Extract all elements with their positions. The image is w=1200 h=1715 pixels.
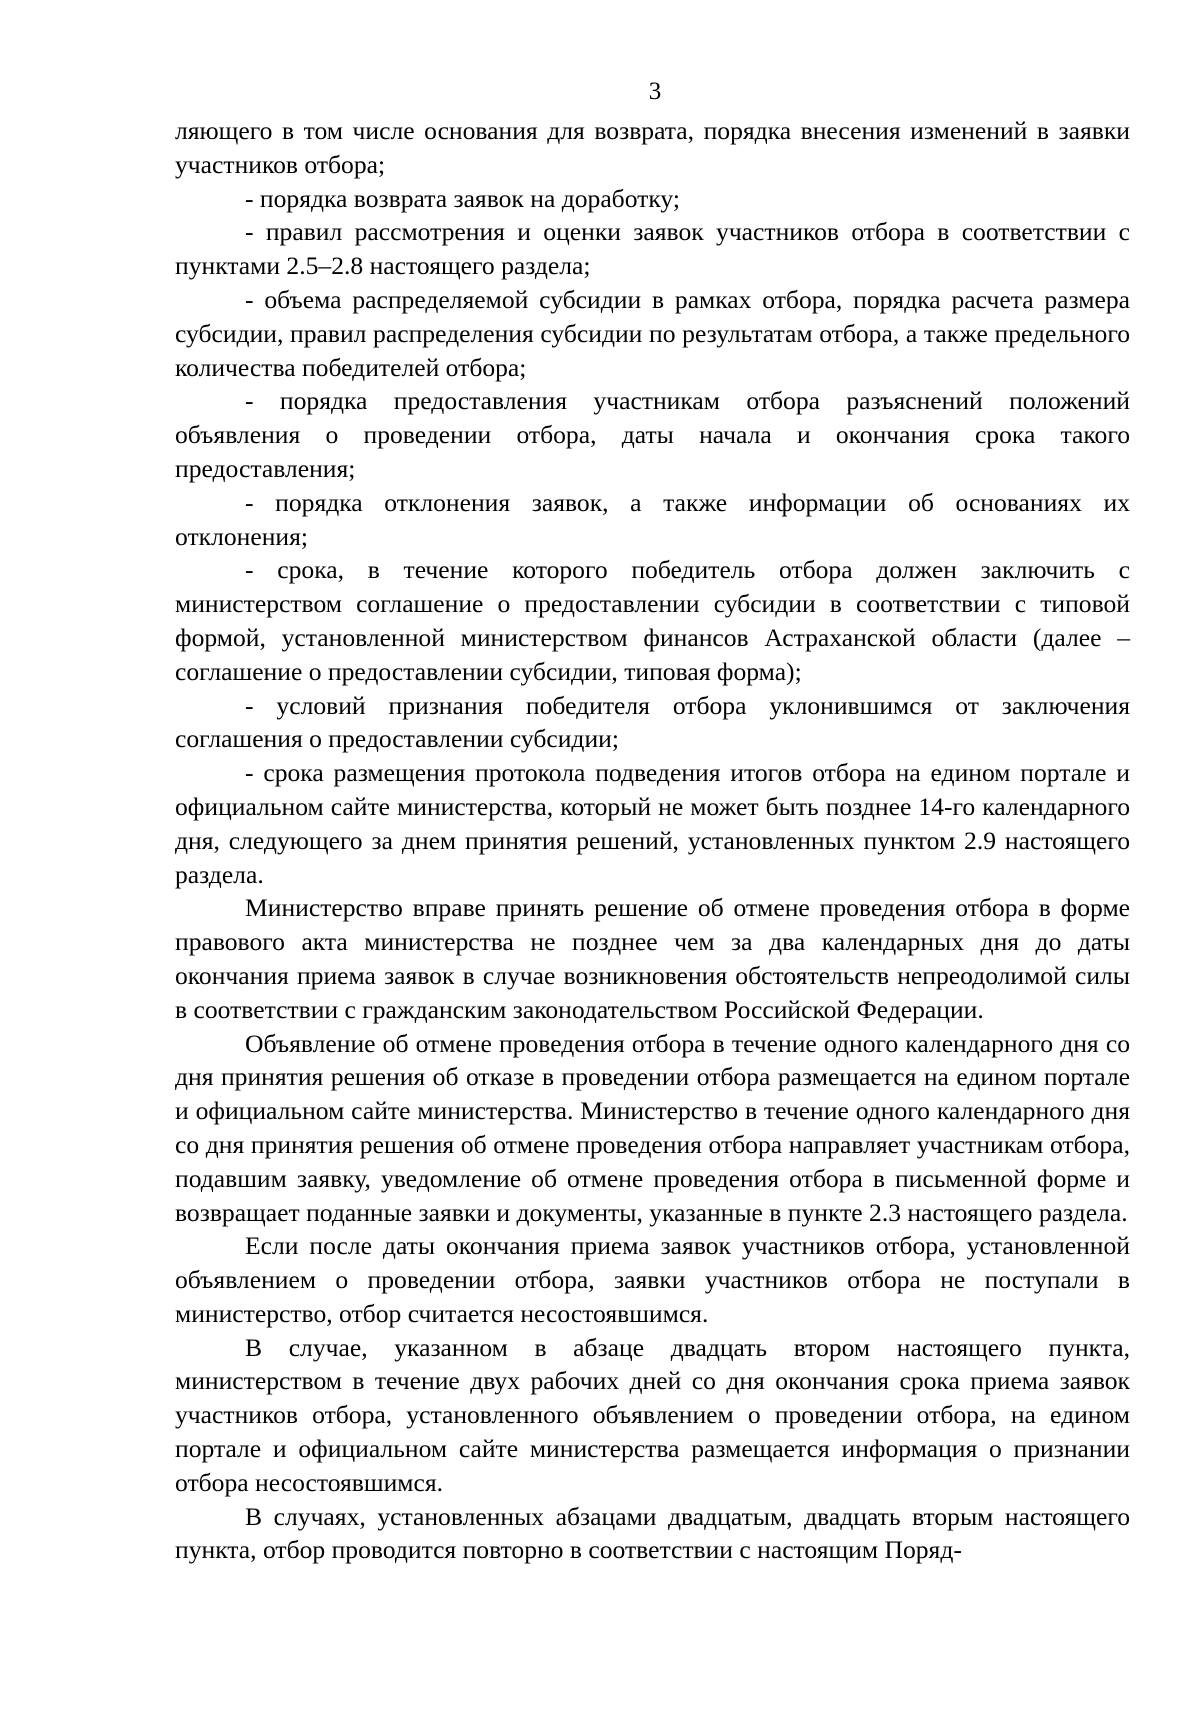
paragraph: - порядка предоставления участникам отбора разъяснений положений объявления о проведении отбора, даты начала и окончания срока такого предоставления; — [175, 386, 1130, 483]
paragraph: В случаях, установленных абзацами двадцатым, двадцать вторым настоящего пункта, отбор проводится повторно в соответствии с настоящим Поряд- — [175, 1501, 1130, 1565]
paragraph: Министерство вправе принять решение об отмене проведения отбора в форме правового акта министерства не позднее чем за два календарных дня до даты окончания приема заявок в случае возникновения обстоятельств непреодолимой силы в соответствии с гражданским законодательством Российской Федерации. — [175, 893, 1130, 1024]
paragraph: - условий признания победителя отбора уклонившимся от заключения соглашения о предоставлении субсидии; — [175, 690, 1130, 754]
document-text — [175, 114, 1130, 1567]
paragraph: Если после даты окончания приема заявок участников отбора, установленной объявлением о проведении отбора, заявки участников отбора не поступали в министерство, отбор считается несостоявшимся. — [175, 1231, 1130, 1328]
paragraph: - объема распределяемой субсидии в рамках отбора, порядка расчета размера субсидии, правил распределения субсидии по результатам отбора, а также предельного количества победителей отбора; — [175, 284, 1130, 382]
paragraph: В случае, указанном в абзаце двадцать втором настоящего пункта, министерством в течение двух рабочих дней со дня окончания срока приема заявок участников отбора, установленного объявлением о проведении отбора, на едином портале и официальном сайте министерства размещается информация о признании отбора несостоявшимся. — [175, 1332, 1130, 1497]
paragraph: - порядка отклонения заявок, а также информации об основаниях их отклонения; — [175, 487, 1130, 551]
paragraph: ляющего в том числе основания для возврата, порядка внесения изменений в заявки участников отбора; — [175, 116, 1130, 179]
paragraph: - правил рассмотрения и оценки заявок участников отбора в соответствии с пунктами 2.5–2.8 настоящего раздела; — [175, 217, 1130, 281]
paragraph: - срока, в течение которого победитель отбора должен заключить с министерством соглашение о предоставлении субсидии в соответствии с типовой формой, установленной министерством финансов Астраханской области (далее – соглашение о предоставлении субсидии, типовая форма); — [175, 555, 1130, 686]
paragraph: - порядка возврата заявок на доработку; — [245, 183, 680, 213]
paragraph: Объявление об отмене проведения отбора в течение одного календарного дня со дня принятия решения об отказе в проведении отбора размещается на едином портале и официальном сайте министерства. Министерство в течение одного календарного дня со дня принятия решения об отмене проведения отбора направляет участникам отбора, подавшим заявку, уведомление об отмене проведения отбора в письменной форме и возвращает поданные заявки и документы, указанные в пункте 2.3 настоящего раздела. — [175, 1028, 1130, 1227]
paragraph: - срока размещения протокола подведения итогов отбора на едином портале и официальном сайте министерства, который не может быть позднее 14-го календарного дня, следующего за днем принятия решений, установленных пунктом 2.9 настоящего раздела. — [175, 758, 1130, 889]
page-number: 3 — [648, 78, 662, 105]
